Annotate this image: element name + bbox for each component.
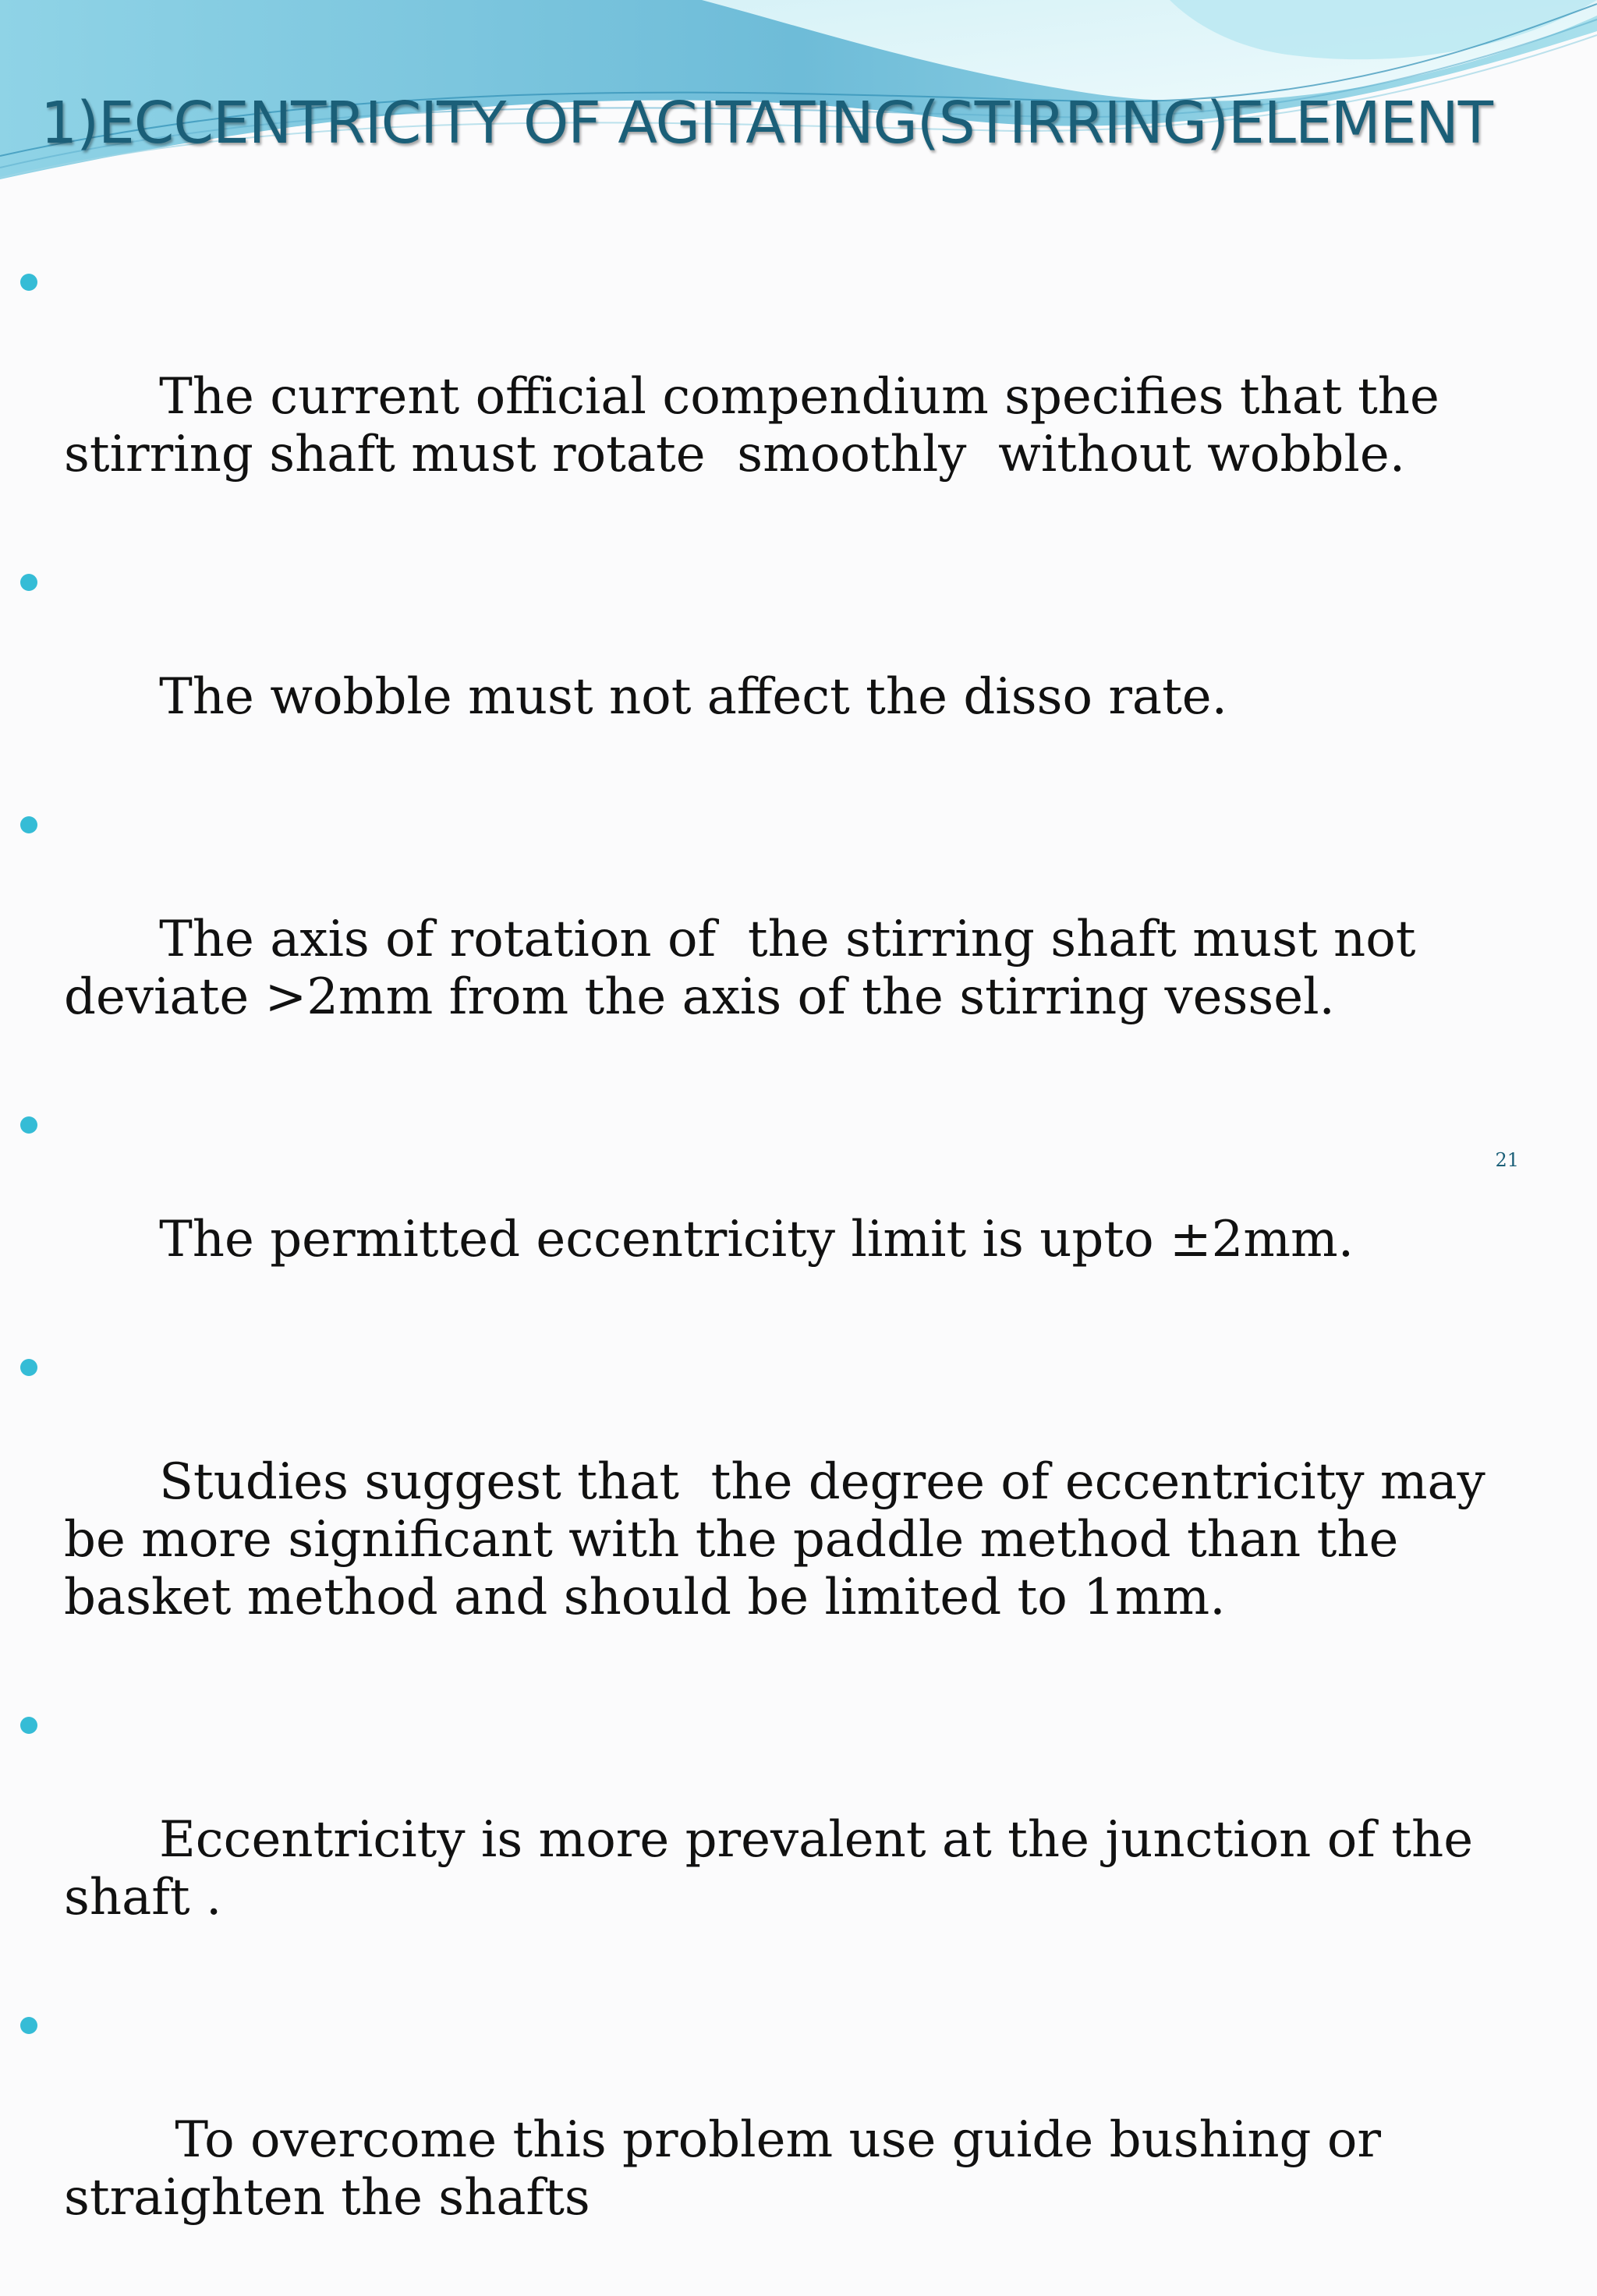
bullet-item [0,795,1560,1084]
bullet-item [0,1095,1560,1326]
bullet-dot-icon [20,1116,37,1134]
bullet-item [0,1338,1560,1684]
bullet-dot-icon [20,574,37,591]
bullet-dot-icon [20,816,37,833]
bullet-dot-icon [20,274,37,291]
bullet-text: To overcome this problem use guide bushing or straighten the shafts [64,2111,1397,2227]
slide-title: 1)ECCENTRICITY OF AGITATING(STIRRING)ELEMENT [41,90,1493,157]
bullet-text: The wobble must not affect the disso rate. [159,668,1227,726]
bullet-text: The axis of rotation of the stirring shaft must not deviate >2mm from the axis of the stirring vessel. [64,911,1432,1026]
bullet-text: The current official compendium specifies that the stirring shaft must rotate smoothly without wobble. [64,368,1456,483]
page-number: 21 [1495,1149,1519,1171]
bullet-item [0,1696,1560,1984]
bullet-dot-icon [20,1359,37,1376]
bullet-text: The permitted eccentricity limit is upto ±2mm. [159,1211,1354,1268]
bullet-text: Eccentricity is more prevalent at the junction of the shaft . [64,1811,1489,1926]
bullet-dot-icon [20,1717,37,1734]
bullet-item [0,553,1560,784]
bullet-text: Studies suggest that the degree of eccentricity may be more significant with the paddle method than the basket method and should be limited to 1mm. [64,1453,1502,1626]
bullet-item [0,253,1560,541]
bullet-dot-icon [20,2017,37,2034]
bullet-list [0,253,1560,2296]
bullet-item [0,1996,1560,2284]
